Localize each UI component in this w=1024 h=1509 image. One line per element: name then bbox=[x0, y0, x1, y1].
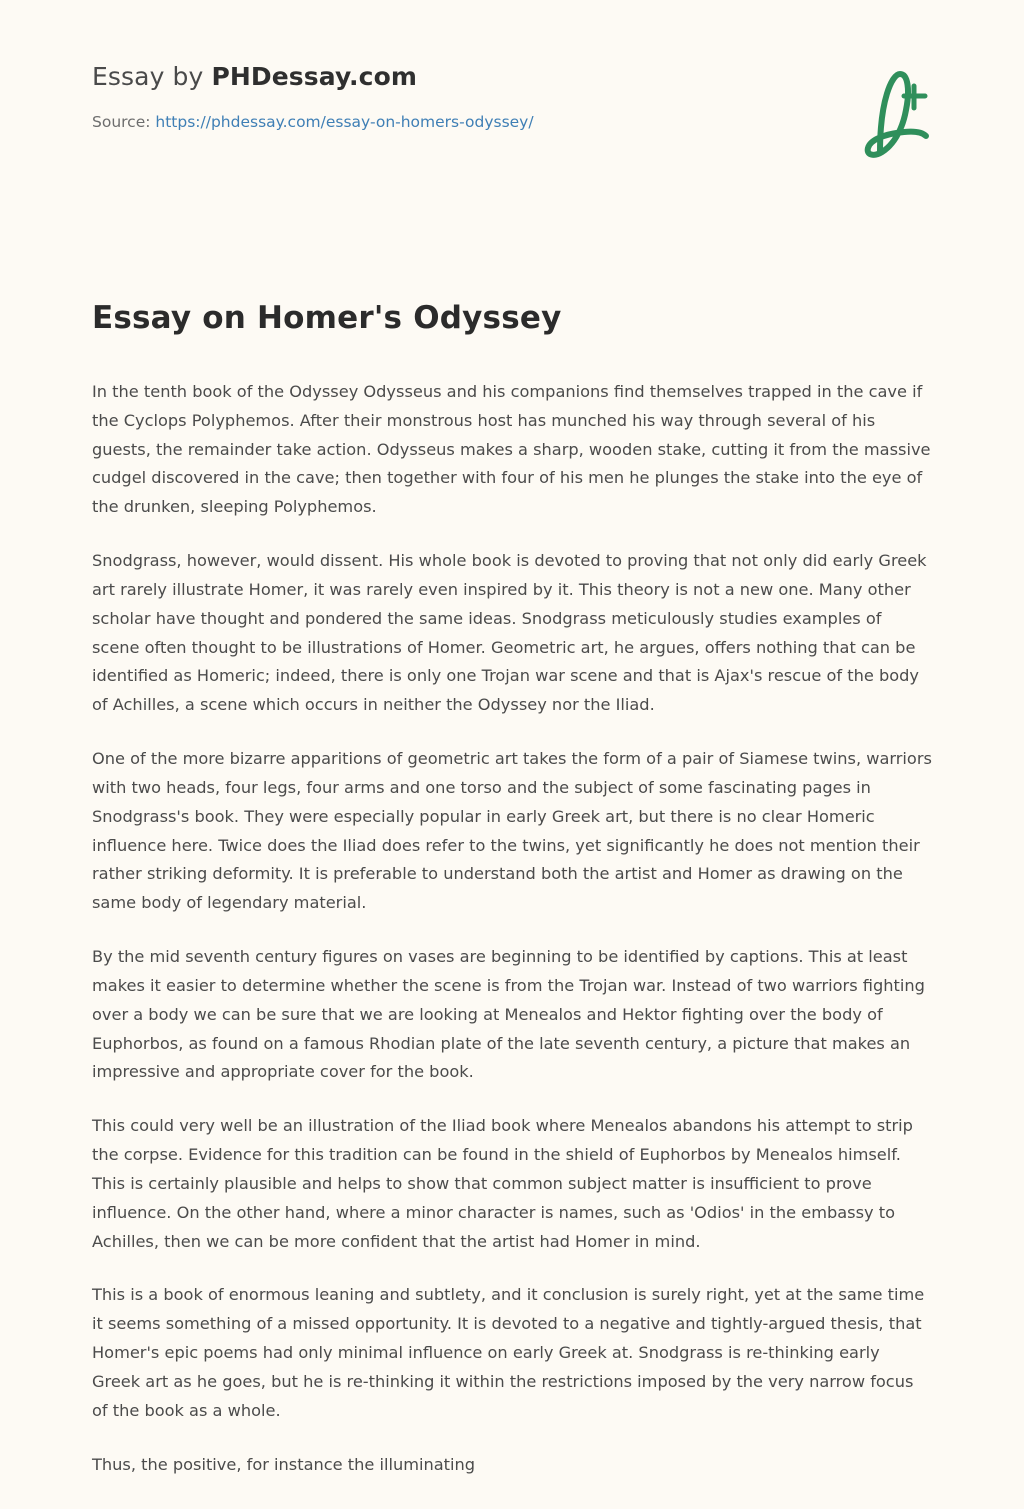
document-header bbox=[92, 62, 932, 192]
paragraph: This could very well be an illustration of the Iliad book where Menealos abandons his attempt to strip the corpse. Evidence for this tradition can be found in the shield of Euphorbos by Menealos himself. This is certainly plausible and helps to show that common subject matter is insufficient to prove influence. On the other hand, where a minor character is names, such as 'Odios' in the embassy to Achilles, then we can be more confident that the artist had Homer in mind. bbox=[92, 1116, 913, 1251]
brand-essay-label: Essay bbox=[92, 62, 165, 91]
source-url-link[interactable]: https://phdessay.com/essay-on-homers-odyssey/ bbox=[155, 113, 534, 131]
brand-by-label: by bbox=[164, 62, 212, 91]
source-line bbox=[92, 113, 932, 131]
article-body bbox=[92, 378, 932, 1479]
brand-line bbox=[92, 62, 932, 91]
paragraph: Snodgrass, however, would dissent. His whole book is devoted to proving that not only did early Greek art rarely illustrate Homer, it was rarely even inspired by it. This theory is not a new one. Many other scholar have thought and pondered the same ideas. Snodgrass meticulously studies examples of scene often thought to be illustrations of Homer. Geometric art, he argues, offers nothing that can be identified as Homeric; indeed, there is only one Trojan war scene and that is Ajax's rescue of the body of Achilles, a scene which occurs in neither the Odyssey nor the Iliad. bbox=[92, 551, 927, 715]
paragraph: By the mid seventh century figures on vases are beginning to be identified by captions. This at least makes it easier to determine whether the scene is from the Trojan war. Instead of two warriors fighting over a body we can be sure that we are looking at Menealos and Hektor fighting over the body of Euphorbos, as found on a famous Rhodian plate of the late seventh century, a picture that makes an impressive and appropriate cover for the book. bbox=[92, 947, 925, 1082]
source-label: Source: bbox=[92, 113, 151, 131]
paragraph: One of the more bizarre apparitions of geometric art takes the form of a pair of Siamese twins, warriors with two heads, four legs, four arms and one torso and the subject of some fascinating pages in Snodgrass's book. They were especially popular in early Greek art, but there is no clear Homeric influence here. Twice does the Iliad does refer to the twins, yet significantly he does not mention their rather striking deformity. It is preferable to understand both the artist and Homer as drawing on the same body of legendary material. bbox=[92, 749, 932, 913]
paragraph: Thus, the positive, for instance the illuminating bbox=[92, 1454, 476, 1474]
phdessay-logo-icon bbox=[818, 60, 938, 170]
brand-site-label: PHDessay.com bbox=[211, 62, 417, 91]
page-title: Essay on Homer's Odyssey bbox=[92, 300, 562, 336]
paragraph: In the tenth book of the Odyssey Odysseus and his companions find themselves trapped in the cave if the Cyclops Polyphemos. After their monstrous host has munched his way through several of his guests, the remainder take action. Odysseus makes a sharp, wooden stake, cutting it from the massive cudgel discovered in the cave; then together with four of his men he plunges the stake into the eye of the drunken, sleeping Polyphemos. bbox=[92, 382, 931, 517]
paragraph: This is a book of enormous leaning and subtlety, and it conclusion is surely right, yet at the same time it seems something of a missed opportunity. It is devoted to a negative and tightly-argued thesis, that Homer's epic poems had only minimal influence on early Greek at. Snodgrass is re-thinking early Greek art as he goes, but he is re-thinking it within the restrictions imposed by the very narrow focus of the book as a whole. bbox=[92, 1285, 925, 1420]
